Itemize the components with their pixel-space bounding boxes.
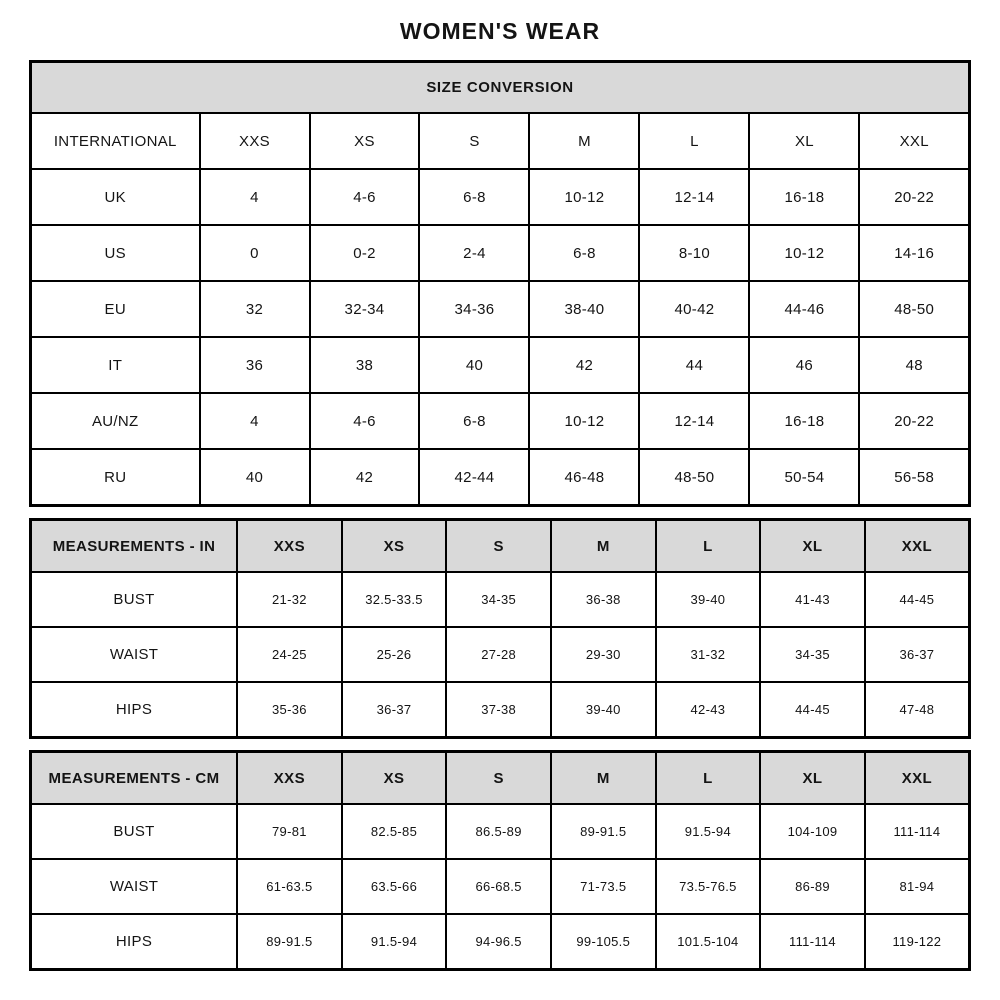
measurement-cell: 99-105.5 bbox=[551, 914, 656, 970]
column-header-xs: XS bbox=[342, 520, 447, 573]
size-cell: 48-50 bbox=[639, 449, 749, 506]
row-label-it: IT bbox=[31, 337, 200, 393]
row-label-waist: WAIST bbox=[31, 859, 238, 914]
size-cell: 8-10 bbox=[639, 225, 749, 281]
table-row-waist-cm bbox=[31, 859, 970, 914]
table-row-it bbox=[31, 337, 970, 393]
measurement-cell: 24-25 bbox=[237, 627, 342, 682]
column-header-s: S bbox=[419, 113, 529, 169]
column-header-l: L bbox=[656, 752, 761, 805]
measurement-cell: 91.5-94 bbox=[656, 804, 761, 859]
column-header-xxs: XXS bbox=[237, 752, 342, 805]
column-header-m: M bbox=[529, 113, 639, 169]
table-row-eu bbox=[31, 281, 970, 337]
measurement-cell: 86-89 bbox=[760, 859, 865, 914]
measurement-cell: 27-28 bbox=[446, 627, 551, 682]
column-header-xxl: XXL bbox=[865, 752, 970, 805]
column-header-xl: XL bbox=[749, 113, 859, 169]
column-header-xxl: XXL bbox=[865, 520, 970, 573]
column-header-international: INTERNATIONAL bbox=[31, 113, 200, 169]
size-cell: 4-6 bbox=[310, 393, 420, 449]
page-title: WOMEN'S WEAR bbox=[399, 18, 601, 44]
size-cell: 4-6 bbox=[310, 169, 420, 225]
size-cell: 32-34 bbox=[310, 281, 420, 337]
measurement-cell: 89-91.5 bbox=[551, 804, 656, 859]
column-header-xxs: XXS bbox=[237, 520, 342, 573]
measurements-cm-table bbox=[29, 750, 971, 971]
measurement-cell: 101.5-104 bbox=[656, 914, 761, 970]
measurement-cell: 111-114 bbox=[760, 914, 865, 970]
column-header-m: M bbox=[551, 520, 656, 573]
size-cell: 44-46 bbox=[749, 281, 859, 337]
measurement-cell: 36-37 bbox=[865, 627, 970, 682]
measurement-cell: 82.5-85 bbox=[342, 804, 447, 859]
measurement-cell: 32.5-33.5 bbox=[342, 572, 447, 627]
measurement-cell: 73.5-76.5 bbox=[656, 859, 761, 914]
measurement-cell: 91.5-94 bbox=[342, 914, 447, 970]
column-header-xs: XS bbox=[342, 752, 447, 805]
size-cell: 10-12 bbox=[529, 393, 639, 449]
measurement-cell: 86.5-89 bbox=[446, 804, 551, 859]
size-cell: 12-14 bbox=[639, 393, 749, 449]
size-cell: 14-16 bbox=[859, 225, 969, 281]
measurement-cell: 66-68.5 bbox=[446, 859, 551, 914]
size-cell: 4 bbox=[200, 169, 310, 225]
row-label-ru: RU bbox=[31, 449, 200, 506]
size-cell: 0 bbox=[200, 225, 310, 281]
measurement-cell: 111-114 bbox=[865, 804, 970, 859]
size-cell: 36 bbox=[200, 337, 310, 393]
measurement-cell: 71-73.5 bbox=[551, 859, 656, 914]
measurement-cell: 21-32 bbox=[237, 572, 342, 627]
size-conversion-table bbox=[29, 60, 971, 507]
table-row-waist-in bbox=[31, 627, 970, 682]
size-cell: 32 bbox=[200, 281, 310, 337]
column-header-l: L bbox=[656, 520, 761, 573]
column-header-m: M bbox=[551, 752, 656, 805]
size-cell: 2-4 bbox=[419, 225, 529, 281]
measurement-cell: 29-30 bbox=[551, 627, 656, 682]
column-header-xs: XS bbox=[310, 113, 420, 169]
size-cell: 46 bbox=[749, 337, 859, 393]
column-header-xxl: XXL bbox=[859, 113, 969, 169]
measurement-cell: 61-63.5 bbox=[237, 859, 342, 914]
column-header-xl: XL bbox=[760, 752, 865, 805]
column-header-s: S bbox=[446, 752, 551, 805]
measurement-cell: 63.5-66 bbox=[342, 859, 447, 914]
size-cell: 44 bbox=[639, 337, 749, 393]
measurement-cell: 104-109 bbox=[760, 804, 865, 859]
row-label-hips: HIPS bbox=[31, 914, 238, 970]
measurement-cell: 44-45 bbox=[865, 572, 970, 627]
size-cell: 10-12 bbox=[529, 169, 639, 225]
measurement-cell: 39-40 bbox=[656, 572, 761, 627]
table-row-bust-in bbox=[31, 572, 970, 627]
measurements-in-table bbox=[29, 518, 971, 739]
size-cell: 42 bbox=[310, 449, 420, 506]
size-cell: 40 bbox=[200, 449, 310, 506]
column-header-l: L bbox=[639, 113, 749, 169]
column-header-xxs: XXS bbox=[200, 113, 310, 169]
measurements-in-header: MEASUREMENTS - IN bbox=[31, 520, 238, 573]
measurement-cell: 34-35 bbox=[760, 627, 865, 682]
measurement-cell: 25-26 bbox=[342, 627, 447, 682]
measurement-cell: 31-32 bbox=[656, 627, 761, 682]
measurement-cell: 35-36 bbox=[237, 682, 342, 738]
size-cell: 50-54 bbox=[749, 449, 859, 506]
row-label-waist: WAIST bbox=[31, 627, 238, 682]
measurement-cell: 41-43 bbox=[760, 572, 865, 627]
measurement-cell: 89-91.5 bbox=[237, 914, 342, 970]
size-cell: 6-8 bbox=[419, 393, 529, 449]
measurement-cell: 42-43 bbox=[656, 682, 761, 738]
table-row-uk bbox=[31, 169, 970, 225]
table-row-bust-cm bbox=[31, 804, 970, 859]
size-cell: 16-18 bbox=[749, 169, 859, 225]
measurement-cell: 34-35 bbox=[446, 572, 551, 627]
size-cell: 34-36 bbox=[419, 281, 529, 337]
size-cell: 10-12 bbox=[749, 225, 859, 281]
size-cell: 48 bbox=[859, 337, 969, 393]
row-label-uk: UK bbox=[31, 169, 200, 225]
measurement-cell: 94-96.5 bbox=[446, 914, 551, 970]
size-cell: 42 bbox=[529, 337, 639, 393]
table-row-aunz bbox=[31, 393, 970, 449]
measurement-cell: 37-38 bbox=[446, 682, 551, 738]
measurement-cell: 39-40 bbox=[551, 682, 656, 738]
size-cell: 6-8 bbox=[419, 169, 529, 225]
row-label-bust: BUST bbox=[31, 572, 238, 627]
row-label-hips: HIPS bbox=[31, 682, 238, 738]
measurement-cell: 36-37 bbox=[342, 682, 447, 738]
size-cell: 48-50 bbox=[859, 281, 969, 337]
row-label-us: US bbox=[31, 225, 200, 281]
measurement-cell: 36-38 bbox=[551, 572, 656, 627]
measurement-cell: 119-122 bbox=[865, 914, 970, 970]
table-row-ru bbox=[31, 449, 970, 506]
size-cell: 6-8 bbox=[529, 225, 639, 281]
size-conversion-banner: SIZE CONVERSION bbox=[31, 62, 970, 114]
size-cell: 56-58 bbox=[859, 449, 969, 506]
size-cell: 0-2 bbox=[310, 225, 420, 281]
size-cell: 4 bbox=[200, 393, 310, 449]
size-cell: 42-44 bbox=[419, 449, 529, 506]
size-cell: 20-22 bbox=[859, 393, 969, 449]
row-label-aunz: AU/NZ bbox=[31, 393, 200, 449]
row-label-bust: BUST bbox=[31, 804, 238, 859]
measurements-cm-header: MEASUREMENTS - CM bbox=[31, 752, 238, 805]
size-cell: 16-18 bbox=[749, 393, 859, 449]
size-cell: 40-42 bbox=[639, 281, 749, 337]
column-header-xl: XL bbox=[760, 520, 865, 573]
row-label-eu: EU bbox=[31, 281, 200, 337]
size-cell: 46-48 bbox=[529, 449, 639, 506]
column-header-s: S bbox=[446, 520, 551, 573]
column-header-row bbox=[31, 113, 970, 169]
size-cell: 12-14 bbox=[639, 169, 749, 225]
measurement-cell: 81-94 bbox=[865, 859, 970, 914]
size-cell: 38-40 bbox=[529, 281, 639, 337]
table-banner-row bbox=[31, 62, 970, 114]
measurement-cell: 44-45 bbox=[760, 682, 865, 738]
measurement-cell: 79-81 bbox=[237, 804, 342, 859]
size-cell: 40 bbox=[419, 337, 529, 393]
table-row-hips-cm bbox=[31, 914, 970, 970]
size-cell: 20-22 bbox=[859, 169, 969, 225]
column-header-row bbox=[31, 520, 970, 573]
size-cell: 38 bbox=[310, 337, 420, 393]
table-row-hips-in bbox=[31, 682, 970, 738]
measurement-cell: 47-48 bbox=[865, 682, 970, 738]
table-row-us bbox=[31, 225, 970, 281]
column-header-row bbox=[31, 752, 970, 805]
